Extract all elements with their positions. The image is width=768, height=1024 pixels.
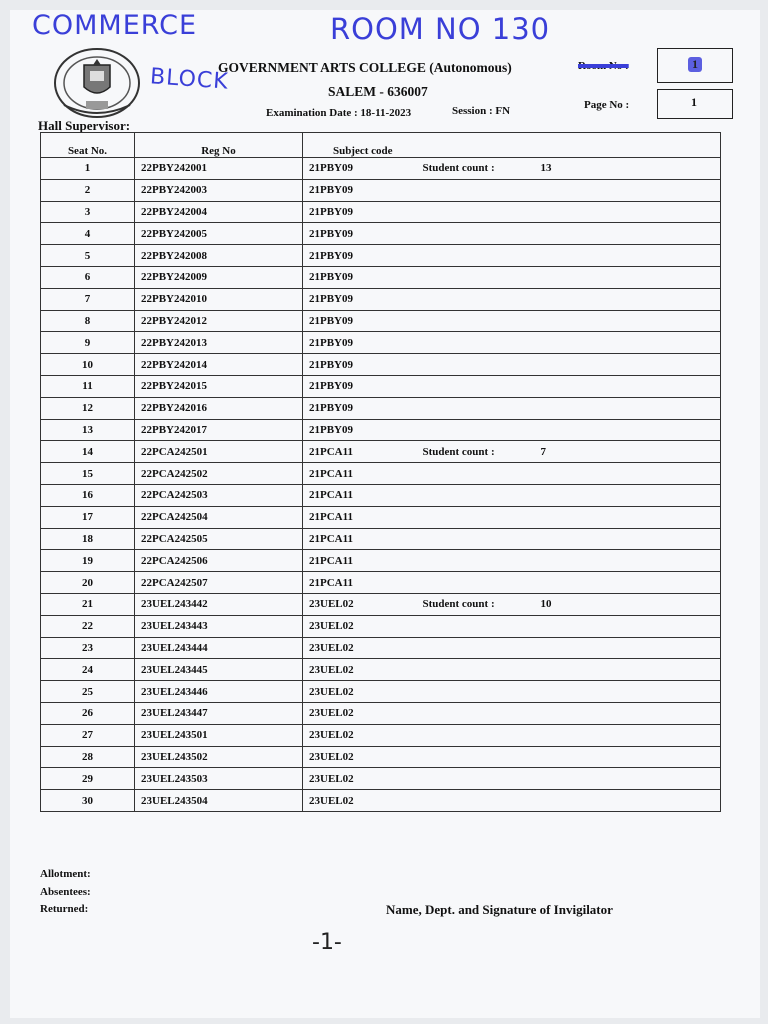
- reg-no-cell: 23UEL243447: [135, 702, 303, 724]
- subject-code-cell: 21PBY09: [303, 354, 423, 376]
- student-count-cell: [423, 158, 721, 180]
- college-emblem-icon: [52, 45, 142, 121]
- column-header-seat: Seat No.: [41, 133, 135, 158]
- room-no-box: [657, 48, 733, 83]
- student-count-cell: [423, 724, 721, 746]
- table-row: [41, 441, 721, 463]
- student-count-cell: [423, 463, 721, 485]
- table-row: [41, 419, 721, 441]
- table-row: [41, 158, 721, 180]
- student-count-cell: [423, 790, 721, 812]
- seat-no-cell: 17: [41, 506, 135, 528]
- subject-code-cell: 23UEL02: [303, 768, 423, 790]
- subject-code-cell: 23UEL02: [303, 637, 423, 659]
- table-row: [41, 768, 721, 790]
- table-row: [41, 724, 721, 746]
- student-count-cell: [423, 506, 721, 528]
- reg-no-cell: 22PBY242001: [135, 158, 303, 180]
- student-count-cell: [423, 528, 721, 550]
- seat-no-cell: 9: [41, 332, 135, 354]
- reg-no-cell: 23UEL243501: [135, 724, 303, 746]
- student-count-cell: [423, 615, 721, 637]
- table-row: [41, 681, 721, 703]
- seat-no-cell: 27: [41, 724, 135, 746]
- table-row: [41, 615, 721, 637]
- subject-code-cell: 23UEL02: [303, 746, 423, 768]
- reg-no-cell: 22PBY242008: [135, 245, 303, 267]
- seat-no-cell: 8: [41, 310, 135, 332]
- table-header-row: [41, 133, 721, 158]
- reg-no-cell: 22PCA242503: [135, 484, 303, 506]
- student-count-cell: [423, 637, 721, 659]
- invigilator-signature-label: Name, Dept. and Signature of Invigilator: [386, 902, 613, 917]
- student-count-cell: [423, 266, 721, 288]
- reg-no-cell: 22PBY242015: [135, 375, 303, 397]
- seat-no-cell: 30: [41, 790, 135, 812]
- subject-code-cell: 21PCA11: [303, 528, 423, 550]
- reg-no-cell: 22PBY242010: [135, 288, 303, 310]
- student-count-cell: [423, 354, 721, 376]
- seat-no-cell: 29: [41, 768, 135, 790]
- table-row: [41, 572, 721, 594]
- table-row: [41, 463, 721, 485]
- seat-no-cell: 15: [41, 463, 135, 485]
- reg-no-cell: 22PCA242507: [135, 572, 303, 594]
- seat-no-cell: 11: [41, 375, 135, 397]
- seat-no-cell: 1: [41, 158, 135, 180]
- subject-code-cell: 21PBY09: [303, 397, 423, 419]
- column-header-subject: Subject code: [303, 133, 423, 158]
- subject-code-cell: 21PBY09: [303, 223, 423, 245]
- seat-no-cell: 20: [41, 572, 135, 594]
- handwritten-block: BLOCK: [149, 64, 230, 95]
- reg-no-cell: 22PCA242505: [135, 528, 303, 550]
- seat-no-cell: 25: [41, 681, 135, 703]
- subject-code-cell: 21PCA11: [303, 550, 423, 572]
- reg-no-cell: 22PCA242502: [135, 463, 303, 485]
- exam-date: Examination Date : 18-11-2023: [266, 107, 412, 119]
- subject-code-cell: 23UEL02: [303, 702, 423, 724]
- subject-code-cell: 21PBY09: [303, 310, 423, 332]
- reg-no-cell: 22PBY242012: [135, 310, 303, 332]
- reg-no-cell: 22PBY242005: [135, 223, 303, 245]
- table-row: [41, 746, 721, 768]
- subject-code-cell: 21PBY09: [303, 288, 423, 310]
- student-count-cell: [423, 288, 721, 310]
- table-row: [41, 332, 721, 354]
- student-count-cell: [423, 332, 721, 354]
- reg-no-cell: 22PBY242014: [135, 354, 303, 376]
- allotment-label: Allotment:: [40, 868, 91, 880]
- exam-session: Session : FN: [452, 105, 511, 117]
- reg-no-cell: 23UEL243444: [135, 637, 303, 659]
- student-count-label: Student count :: [422, 445, 495, 458]
- reg-no-cell: 23UEL243443: [135, 615, 303, 637]
- handwritten-page-mark: -1-: [312, 930, 342, 955]
- table-row: [41, 354, 721, 376]
- seat-no-cell: 2: [41, 179, 135, 201]
- table-row: [41, 550, 721, 572]
- subject-code-cell: 21PBY09: [303, 158, 423, 180]
- subject-code-cell: 23UEL02: [303, 681, 423, 703]
- subject-code-cell: 23UEL02: [303, 790, 423, 812]
- reg-no-cell: 23UEL243446: [135, 681, 303, 703]
- reg-no-cell: 22PBY242017: [135, 419, 303, 441]
- seat-no-cell: 14: [41, 441, 135, 463]
- seat-no-cell: 13: [41, 419, 135, 441]
- student-count-cell: [423, 245, 721, 267]
- column-header-reg: Reg No: [135, 133, 303, 158]
- subject-code-cell: 21PCA11: [303, 484, 423, 506]
- handwritten-dept: COMMERCE: [32, 10, 198, 41]
- seat-no-cell: 10: [41, 354, 135, 376]
- page-no-label: Page No :: [584, 99, 630, 111]
- subject-code-cell: 21PCA11: [303, 463, 423, 485]
- returned-label: Returned:: [40, 903, 89, 915]
- student-count-cell: [423, 572, 721, 594]
- table-row: [41, 266, 721, 288]
- absentees-label: Absentees:: [40, 886, 91, 898]
- student-count-cell: [423, 419, 721, 441]
- table-row: [41, 201, 721, 223]
- table-row: [41, 637, 721, 659]
- hall-supervisor-label: Hall Supervisor:: [38, 118, 131, 133]
- seat-no-cell: 7: [41, 288, 135, 310]
- table-row: [41, 223, 721, 245]
- subject-code-cell: 23UEL02: [303, 724, 423, 746]
- column-header-note: [423, 133, 721, 158]
- student-count-cell: [423, 702, 721, 724]
- subject-code-cell: 21PCA11: [303, 572, 423, 594]
- reg-no-cell: 22PBY242004: [135, 201, 303, 223]
- student-count-cell: [423, 681, 721, 703]
- reg-no-cell: 22PCA242506: [135, 550, 303, 572]
- table-row: [41, 702, 721, 724]
- student-count-cell: [423, 201, 721, 223]
- subject-code-cell: 21PBY09: [303, 375, 423, 397]
- table-row: [41, 288, 721, 310]
- student-count-value: 7: [540, 445, 546, 458]
- student-count-cell: [423, 310, 721, 332]
- student-count-cell: [423, 550, 721, 572]
- student-count-value: 13: [540, 162, 552, 175]
- seat-no-cell: 18: [41, 528, 135, 550]
- reg-no-cell: 22PCA242504: [135, 506, 303, 528]
- seat-no-cell: 23: [41, 637, 135, 659]
- page-no-box: [657, 89, 733, 119]
- student-count-cell: [423, 223, 721, 245]
- seat-no-cell: 24: [41, 659, 135, 681]
- seat-no-cell: 28: [41, 746, 135, 768]
- seat-no-cell: 21: [41, 593, 135, 615]
- reg-no-cell: 22PBY242009: [135, 266, 303, 288]
- seat-no-cell: 19: [41, 550, 135, 572]
- seat-no-cell: 6: [41, 266, 135, 288]
- handwritten-room: ROOM NO 130: [330, 12, 551, 46]
- student-count-cell: [423, 659, 721, 681]
- page-no-value: 1: [691, 95, 697, 109]
- reg-no-cell: 22PBY242016: [135, 397, 303, 419]
- reg-no-cell: 23UEL243502: [135, 746, 303, 768]
- student-count-cell: [423, 375, 721, 397]
- student-count-label: Student count :: [422, 598, 495, 611]
- student-count-cell: [423, 397, 721, 419]
- student-count-value: 10: [540, 598, 552, 611]
- student-count-cell: [423, 179, 721, 201]
- subject-code-cell: 23UEL02: [303, 615, 423, 637]
- subject-code-cell: 21PBY09: [303, 266, 423, 288]
- seat-no-cell: 3: [41, 201, 135, 223]
- student-count-label: Student count :: [422, 162, 495, 175]
- reg-no-cell: 23UEL243445: [135, 659, 303, 681]
- table-row: [41, 506, 721, 528]
- table-row: [41, 484, 721, 506]
- table-row: [41, 310, 721, 332]
- subject-code-cell: 23UEL02: [303, 593, 423, 615]
- table-row: [41, 528, 721, 550]
- reg-no-cell: 22PCA242501: [135, 441, 303, 463]
- student-count-cell: [423, 441, 721, 463]
- table-row: [41, 179, 721, 201]
- college-city: SALEM - 636007: [328, 84, 428, 99]
- table-row: [41, 397, 721, 419]
- table-row: [41, 375, 721, 397]
- reg-no-cell: 23UEL243442: [135, 593, 303, 615]
- seat-no-cell: 26: [41, 702, 135, 724]
- table-row: [41, 659, 721, 681]
- student-count-cell: [423, 593, 721, 615]
- student-count-cell: [423, 768, 721, 790]
- subject-code-cell: 21PBY09: [303, 332, 423, 354]
- seat-no-cell: 5: [41, 245, 135, 267]
- room-no-label: Room No :: [578, 60, 629, 72]
- subject-code-cell: 21PBY09: [303, 419, 423, 441]
- table-row: [41, 245, 721, 267]
- seat-no-cell: 4: [41, 223, 135, 245]
- reg-no-cell: 23UEL243504: [135, 790, 303, 812]
- student-count-cell: [423, 746, 721, 768]
- room-no-value: 1: [688, 57, 702, 72]
- table-row: [41, 593, 721, 615]
- subject-code-cell: 21PBY09: [303, 245, 423, 267]
- seating-table: [40, 132, 721, 812]
- subject-code-cell: 21PCA11: [303, 441, 423, 463]
- seat-no-cell: 12: [41, 397, 135, 419]
- reg-no-cell: 22PBY242013: [135, 332, 303, 354]
- reg-no-cell: 22PBY242003: [135, 179, 303, 201]
- subject-code-cell: 21PCA11: [303, 506, 423, 528]
- seat-no-cell: 22: [41, 615, 135, 637]
- subject-code-cell: 23UEL02: [303, 659, 423, 681]
- seat-no-cell: 16: [41, 484, 135, 506]
- college-name: GOVERNMENT ARTS COLLEGE (Autonomous): [218, 60, 512, 75]
- subject-code-cell: 21PBY09: [303, 179, 423, 201]
- table-row: [41, 790, 721, 812]
- reg-no-cell: 23UEL243503: [135, 768, 303, 790]
- student-count-cell: [423, 484, 721, 506]
- subject-code-cell: 21PBY09: [303, 201, 423, 223]
